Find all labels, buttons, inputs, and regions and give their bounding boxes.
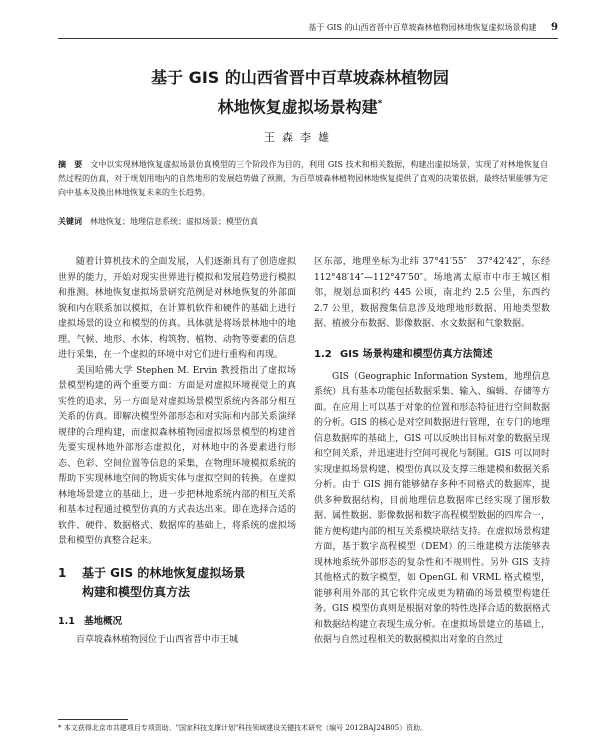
keywords-label: 关键词 [58, 216, 82, 226]
subsection-heading-1-2 [314, 347, 550, 362]
header-divider [58, 38, 558, 39]
body-paragraph: 百草坡森林植物园位于山西省晋中市王城 [76, 634, 239, 645]
abstract-text: 文中以实现林地恢复虚拟场景仿真模型的三个阶段作为目的，利用 GIS 技术和相关数据，构建出虚拟场景，实现了对林地恢复自然过程的仿真，对于规划用地内的自然地形的发展趋势做了预测，为百草坡森林植物园林地恢复提供了直观的决策依据，最终结果能够为定向中基本及换出林地恢复未来的生长趋势。 [58, 160, 548, 197]
running-title: 基于 GIS 的山西省晋中百草坡森林植物园林地恢复虚拟场景构建 [308, 23, 537, 32]
keywords-text: 林地恢复；地理信息系统；虚拟场景；模型仿真 [90, 217, 258, 226]
subsection-number: 1.1 [58, 615, 75, 627]
footnote-divider [58, 719, 128, 720]
subsection-heading-1-1 [58, 614, 296, 629]
section-title-line-1: 基于 GIS 的林地恢复虚拟场景 [82, 565, 246, 580]
abstract-label: 摘 要 [58, 159, 83, 169]
body-paragraph: 随着计算机技术的全面发展，人们逐渐具有了创造虚拟世界的能力，开始对现实世界进行模拟和发展趋势进行模拟和推测。林地恢复虚拟场景研究范例是对林地恢复的外部面貌和内在联系加以模拟，在计算机软件和硬件的基础上进行虚拟场景的设立和模型的仿真。具体就是将场景林地中的地理、气候、地形、水体、构筑物、植物、动物等要素的信息进行采集，在一个虚拟的环境中对它们进行重构和再现。 [58, 257, 296, 360]
title-footnote-mark: * [377, 99, 383, 109]
page-number: 9 [551, 22, 558, 33]
section-heading-1 [58, 564, 296, 602]
body-paragraph: 区东部，地理坐标为北纬 37°41′55″ 37°42′42″，东经 112°48′14″—112°47′50″。场地离太原市中市王城区相邻，规划总面积约 445 公顷，南北约 2.5 公里，东西约 2.7 公里，数据搜集信息涉及地理地形数据、用地类型数据、植被分布数据、影像数据、水文数据和气象数据。 [314, 257, 550, 329]
subsection-title: 基地概况 [84, 615, 123, 627]
title-line-2-text: 林地恢复虚拟场景构建 [217, 97, 378, 117]
section-number: 1 [58, 565, 67, 580]
right-column [314, 255, 550, 649]
author-line: 王森李雄 [264, 131, 336, 144]
title-line-1: 基于 GIS 的山西省晋中百草坡森林植物园 [151, 68, 449, 87]
subsection-title: GIS 场景构建和模型仿真方法简述 [340, 348, 493, 360]
title-line-2 [40, 91, 560, 120]
running-header [58, 22, 558, 36]
body-paragraph: 美国哈佛大学 Stephen M. Ervin 教授指出了虚拟场景模型构建的两个重要方面：方面是对虚拟环境视觉上的真实性的追求，另一方面是对虚拟场景模型系统内各部分相互关系的仿真。即解决模型外部形态和对实际和内部关系演绎规律的合理构建，而虚拟森林植物园虚拟场景模型的构建首先要实现林地外部形态虚拟化，对林地中的各要素进行形态、色彩、空间位置等信息的采集，在物理环境模拟系统的帮助下实现林地空间的物质实体与虚拟空间的转换。在虚拟林地场景建立的基础上，进一步把林地系统内部的相互关系和基本过程通过模型仿真的方式表达出来。即在选择合适的软件、硬件、数据格式、数据库的基础上，将系统的虚拟场景和模型仿真整合起来。 [58, 365, 296, 546]
footnote: * 本文获得北京市共建项目专项资助、"国家科技支撑计划"科技领域建设关键技术研究（编号 2012BAJ24B05）资助。 [58, 724, 428, 732]
body-paragraph: GIS（Geographic Information System，地理信息系统）具有基本功能包括数据采集、输入、编辑、存储等方面。在应用上可以基于对象的位置和形态特征进行空间数据的分析。GIS 的核心是对空间数据进行管理，在专门的地理信息数据库的基础上，GIS 可以反映出目标对象的数据呈现和空间关系，并迅速进行空间可视化与制图。GIS 可以同时实现虚拟场景构建、模型仿真以及支撑三维建模和数据关系分析。由于 GIS 拥有能够储存多种不同格式的数据库，提供多种数据结构，目前地理信息数据库已经实现了图形数据、属性数据、影像数据和数字高程模型数据的四库合一，能方便构建内部的相互关系模块联结支持。在虚拟场景构建方面，基于数字高程模型（DEM）的三维建模方法能够表现林地系统外部形态的复杂性和不规则性。另外 GIS 支持其他格式的数字模型，如 OpenGL 和 VRML 格式模型，能够利用外部的其它软件完成更为精确的场景模型构建任务。GIS 模型仿真则是根据对象的特性选择合适的数据格式和数据结构建立表现生成分析。在虚拟场景建立的基础上，依据与自然过程相关的数据模拟出对象的自然过 [314, 371, 550, 645]
abstract [58, 157, 548, 200]
subsection-number: 1.2 [314, 348, 332, 360]
keywords [58, 214, 548, 229]
left-column [58, 255, 296, 648]
paper-title [40, 64, 560, 120]
section-title-line-2: 构建和模型仿真方法 [82, 584, 191, 599]
